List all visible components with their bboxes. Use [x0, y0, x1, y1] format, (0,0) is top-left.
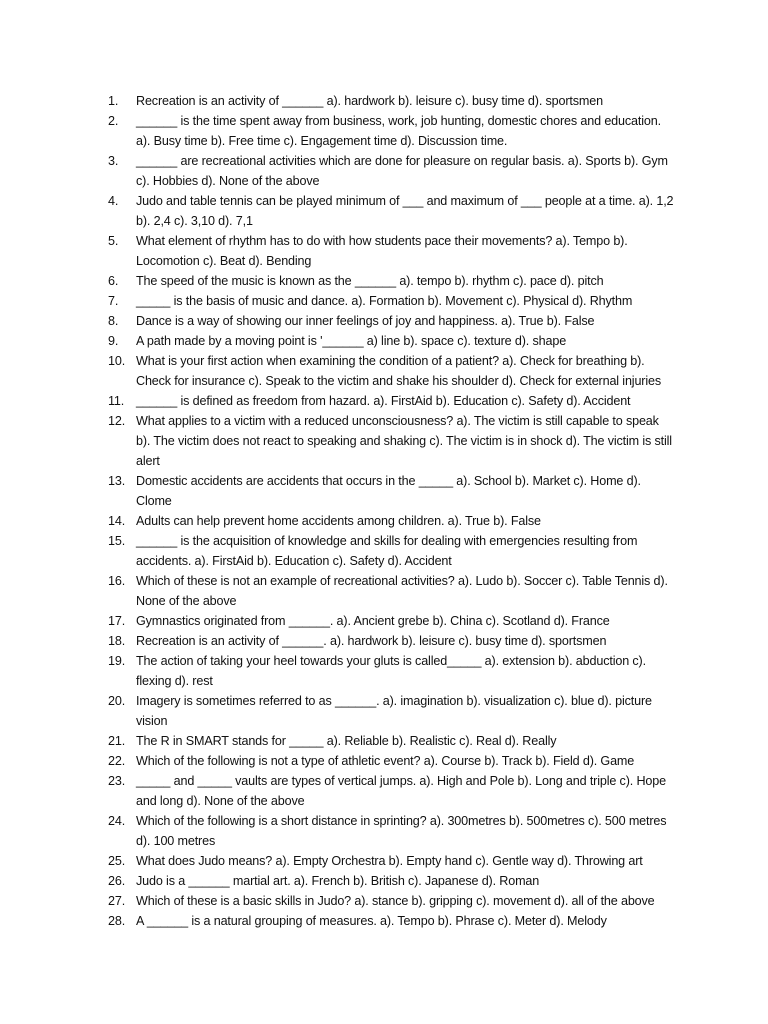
question-text: The action of taking your heel towards your gluts is called_____ a). extension b). abduction c). flexing d). rest — [136, 654, 646, 688]
question-number: 24. — [108, 814, 126, 828]
question-item — [108, 311, 676, 331]
question-text: ______ is the acquisition of knowledge and skills for dealing with emergencies resulting from accidents. a). FirstAid b). Education c). Safety d). Accident — [136, 534, 638, 568]
question-text: Adults can help prevent home accidents among children. a). True b). False — [136, 514, 541, 528]
question-text: Judo and table tennis can be played minimum of ___ and maximum of ___ people at a time. a). 1,2 b). 2,4 c). 3,10 d). 7,1 — [136, 194, 674, 228]
question-item — [108, 151, 676, 191]
question-text: ______ are recreational activities which are done for pleasure on regular basis. a). Sports b). Gym c). Hobbies d). None of the above — [136, 154, 668, 188]
question-text: Judo is a ______ martial art. a). French b). British c). Japanese d). Roman — [136, 874, 540, 888]
question-item — [108, 911, 676, 931]
question-number: 28. — [108, 914, 126, 928]
question-number: 18. — [108, 634, 126, 648]
question-number: 22. — [108, 754, 126, 768]
question-item — [108, 531, 676, 571]
question-number: 5. — [108, 234, 119, 248]
question-number: 6. — [108, 274, 119, 288]
question-text: A ______ is a natural grouping of measures. a). Tempo b). Phrase c). Meter d). Melody — [136, 914, 607, 928]
question-item — [108, 851, 676, 871]
question-item — [108, 691, 676, 731]
question-item — [108, 331, 676, 351]
question-item — [108, 91, 676, 111]
question-item — [108, 271, 676, 291]
question-number: 8. — [108, 314, 119, 328]
question-number: 26. — [108, 874, 126, 888]
question-item — [108, 231, 676, 271]
question-text: Which of these is a basic skills in Judo? a). stance b). gripping c). movement d). all of the above — [136, 894, 655, 908]
question-text: What does Judo means? a). Empty Orchestra b). Empty hand c). Gentle way d). Throwing art — [136, 854, 643, 868]
question-text: _____ and _____ vaults are types of vertical jumps. a). High and Pole b). Long and triple c). Hope and long d). None of the above — [136, 774, 666, 808]
question-text: The speed of the music is known as the ______ a). tempo b). rhythm c). pace d). pitch — [136, 274, 604, 288]
question-text: Which of the following is a short distance in sprinting? a). 300metres b). 500metres c). 500 metres d). 100 metres — [136, 814, 667, 848]
question-item — [108, 651, 676, 691]
question-number: 13. — [108, 474, 126, 488]
question-item — [108, 191, 676, 231]
question-text: A path made by a moving point is '______ a) line b). space c). texture d). shape — [136, 334, 567, 348]
question-item — [108, 111, 676, 151]
question-text: Gymnastics originated from ______. a). Ancient grebe b). China c). Scotland d). France — [136, 614, 610, 628]
question-item — [108, 811, 676, 851]
question-item — [108, 871, 676, 891]
question-number: 2. — [108, 114, 119, 128]
question-number: 1. — [108, 94, 119, 108]
question-number: 7. — [108, 294, 119, 308]
question-number: 3. — [108, 154, 119, 168]
question-text: ______ is defined as freedom from hazard. a). FirstAid b). Education c). Safety d). Accident — [136, 394, 631, 408]
question-number: 19. — [108, 654, 126, 668]
question-number: 4. — [108, 194, 119, 208]
question-number: 10. — [108, 354, 126, 368]
question-item — [108, 891, 676, 911]
question-text: _____ is the basis of music and dance. a). Formation b). Movement c). Physical d). Rhythm — [136, 294, 633, 308]
question-text: Domestic accidents are accidents that occurs in the _____ a). School b). Market c). Home d). Clome — [136, 474, 641, 508]
question-text: What element of rhythm has to do with how students pace their movements? a). Tempo b). Locomotion c). Beat d). Bending — [136, 234, 628, 268]
question-number: 21. — [108, 734, 126, 748]
question-item — [108, 411, 676, 471]
question-item — [108, 511, 676, 531]
question-item — [108, 771, 676, 811]
question-number: 20. — [108, 694, 126, 708]
question-text: The R in SMART stands for _____ a). Reliable b). Realistic c). Real d). Really — [136, 734, 557, 748]
question-number: 23. — [108, 774, 126, 788]
question-item — [108, 351, 676, 391]
question-item — [108, 571, 676, 611]
question-text: What is your first action when examining the condition of a patient? a). Check for breathing b). Check for insurance c). Speak to the victim and shake his shoulder d). Check for external injuries — [136, 354, 661, 388]
question-number: 16. — [108, 574, 126, 588]
question-number: 11. — [108, 394, 125, 408]
question-list — [108, 91, 676, 931]
question-text: ______ is the time spent away from business, work, job hunting, domestic chores and education. a). Busy time b). Free time c). Engagement time d). Discussion time. — [136, 114, 661, 148]
question-text: What applies to a victim with a reduced unconsciousness? a). The victim is still capable to speak b). The victim does not react to speaking and shaking c). The victim is in shock d). The victim is still alert — [136, 414, 672, 468]
question-text: Imagery is sometimes referred to as ______. a). imagination b). visualization c). blue d). picture vision — [136, 694, 652, 728]
question-text: Recreation is an activity of ______. a). hardwork b). leisure c). busy time d). sportsmen — [136, 634, 607, 648]
question-text: Which of the following is not a type of athletic event? a). Course b). Track b). Field d). Game — [136, 754, 635, 768]
question-number: 17. — [108, 614, 126, 628]
question-number: 25. — [108, 854, 126, 868]
question-number: 27. — [108, 894, 126, 908]
question-number: 15. — [108, 534, 126, 548]
question-item — [108, 631, 676, 651]
question-number: 9. — [108, 334, 119, 348]
question-item — [108, 731, 676, 751]
question-item — [108, 291, 676, 311]
question-item — [108, 391, 676, 411]
question-text: Dance is a way of showing our inner feelings of joy and happiness. a). True b). False — [136, 314, 595, 328]
question-number: 12. — [108, 414, 126, 428]
question-item — [108, 611, 676, 631]
question-item — [108, 471, 676, 511]
question-text: Recreation is an activity of ______ a). hardwork b). leisure c). busy time d). sportsmen — [136, 94, 603, 108]
question-item — [108, 751, 676, 771]
question-number: 14. — [108, 514, 126, 528]
question-text: Which of these is not an example of recreational activities? a). Ludo b). Soccer c). Table Tennis d). None of the above — [136, 574, 668, 608]
